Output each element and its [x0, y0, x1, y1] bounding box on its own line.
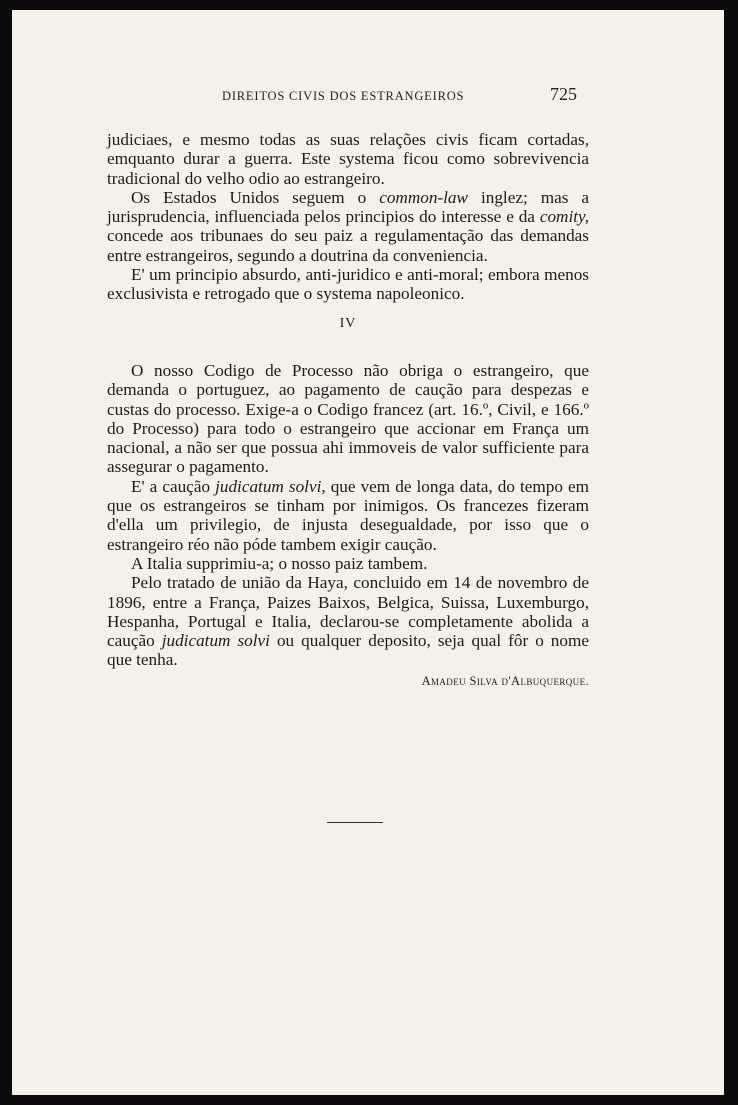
paragraph-4-text: O nosso Codigo de Processo não obriga o estrangeiro, que demanda o portuguez, ao pagamento de caução para despezas e custas do processo. Exige-a o Codigo francez (art. 16.º, Civil, e 166.º do Processo) para todo o estrangeiro que accionar em França um nacional, a não ser que possua ahi immoveis de valor sufficiente para assegurar o pagamento.: [107, 360, 589, 477]
paragraph-7: [107, 573, 589, 669]
paragraph-2-text-a: Os Estados Unidos seguem o: [131, 187, 380, 207]
paragraph-7-text-b: ou qualquer deposito, seja qual fôr o nome que tenha.: [107, 631, 589, 670]
section-heading: IV: [339, 315, 357, 331]
paragraph-2-text-b: inglez; mas a jurisprudencia, influenciada pelos principios do interesse e da: [107, 187, 589, 227]
book-page: [12, 10, 724, 1095]
paragraph-4: [107, 361, 589, 477]
paragraph-2-text-c: concede aos tribunaes do seu paiz a regulamentação das demandas entre estrangeiros, segundo a doutrina da conveniencia.: [107, 226, 589, 265]
paragraph-2-emphasis-comity: comity,: [539, 207, 589, 227]
paragraph-5-emphasis: judicatum solvi,: [215, 476, 326, 496]
paragraph-2: [107, 188, 589, 265]
paragraph-1-text: judiciaes, e mesmo todas as suas relações civis ficam cortadas, emquanto durar a guerra. Este systema ficou como sobrevivencia tradicional do velho odio ao estrangeiro.: [107, 130, 589, 188]
paragraph-5-text-b: que vem de longa data, do tempo em que os estrangeiros se tinham por inimigos. Os francezes fizeram d'ella um privilegio, de injusta desegualdade, por isso que o estrangeiro réo não póde tambem exigir caução.: [107, 476, 589, 554]
page-number: 725: [550, 84, 577, 104]
paragraph-6: [107, 554, 589, 573]
paragraph-2-emphasis-common-law: common-law: [379, 187, 468, 207]
paragraph-6-text: A Italia supprimiu-a; o nosso paiz tambem.: [131, 553, 428, 573]
paragraph-1: [107, 130, 589, 188]
body-text: [107, 130, 589, 691]
page-header: [12, 84, 724, 108]
paragraph-7-text-a: Pelo tratado de união da Haya, concluido em 14 de novembro de 1896, entre a França, Paizes Baixos, Belgica, Suissa, Luxemburgo, Hespanha, Portugal e Italia, declarou-se completamente abolida a caução: [107, 573, 589, 651]
paragraph-5-text-a: E' a caução: [131, 476, 216, 496]
section-divider: [327, 822, 383, 823]
author-signature: Amadeu Silva d'Albuquerque.: [421, 673, 589, 688]
paragraph-5: [107, 477, 589, 554]
paragraph-7-emphasis: judicatum solvi: [161, 631, 270, 651]
running-title: DIREITOS CIVIS DOS ESTRANGEIROS: [222, 89, 465, 103]
paragraph-3-text: E' um principio absurdo, anti-juridico e anti-moral; embora menos exclusivista e retrogado que o systema napoleonico.: [107, 265, 589, 304]
paragraph-3: [107, 265, 589, 304]
